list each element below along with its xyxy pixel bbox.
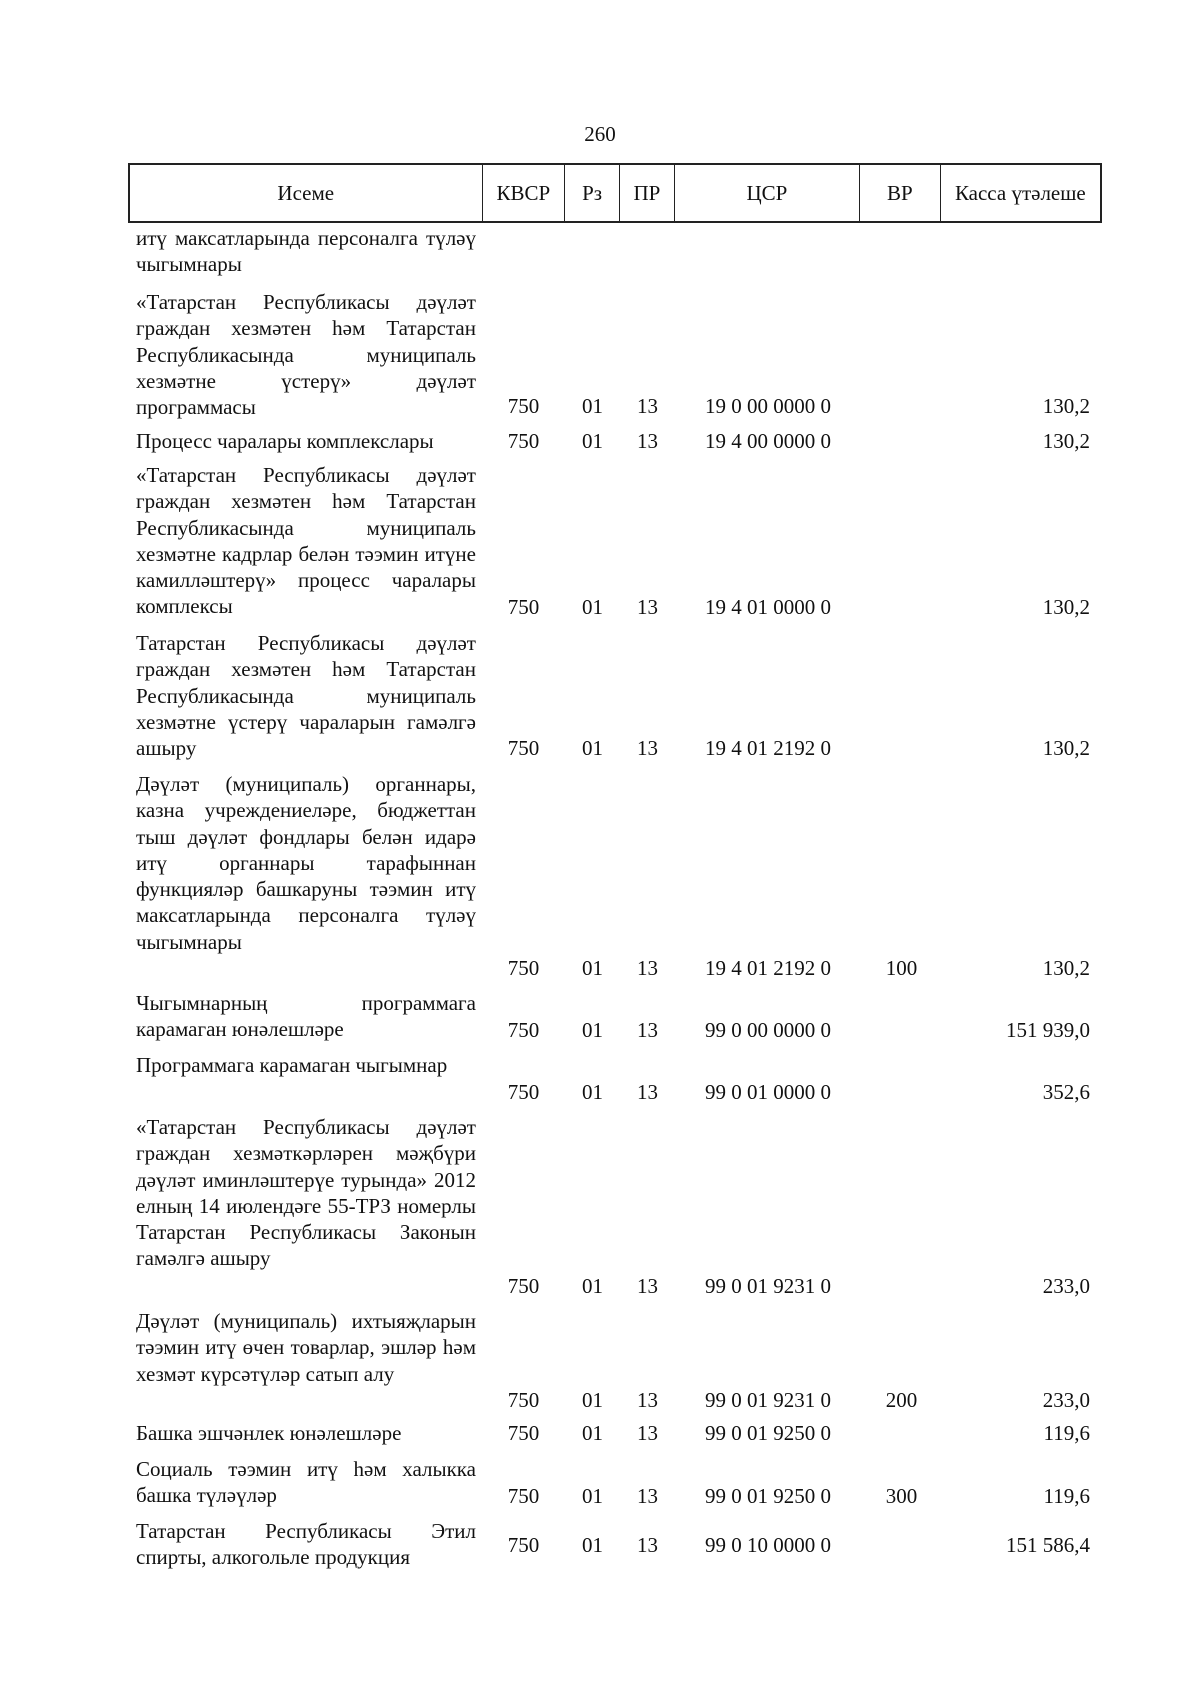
row-pr: 13 (637, 1533, 658, 1557)
header-pr: ПР (620, 165, 675, 221)
row-csr: 99 0 10 0000 0 (705, 1533, 831, 1557)
row-kvsr: 750 (507, 1421, 540, 1445)
row-pr: 13 (637, 429, 658, 453)
row-vr: 200 (885, 1388, 918, 1412)
row-sum: 130,2 (1042, 956, 1090, 980)
row-csr: 99 0 01 9250 0 (705, 1484, 831, 1508)
row-kvsr: 750 (507, 429, 540, 453)
row-name: Чыгымнарның программага карамаган юнәлешләре (136, 991, 476, 1042)
row-sum: 151 586,4 (1006, 1533, 1090, 1557)
header-csr: ЦСР (675, 165, 860, 221)
row-kvsr: 750 (507, 1388, 540, 1412)
row-pr: 13 (637, 394, 658, 418)
table-row (128, 630, 1102, 761)
row-csr: 19 0 00 0000 0 (705, 394, 831, 418)
table-row (128, 289, 1102, 419)
row-pr: 13 (637, 1018, 658, 1042)
row-sum: 130,2 (1042, 736, 1090, 760)
table-row (128, 1114, 1102, 1299)
row-name: Социаль тәэмин итү һәм халыкка башка түләүләр (136, 1457, 476, 1508)
row-sum: 130,2 (1042, 429, 1090, 453)
row-pr: 13 (637, 1388, 658, 1412)
header-sum: Касса үтәлеше (954, 180, 1086, 205)
row-name: Татарстан Республикасы дәүләт граждан хезмәтен һәм Татарстан Республикасында муниципаль хезмәтне үстерү чараларын гамәлгә ашыру (136, 631, 476, 761)
row-csr: 19 4 01 0000 0 (705, 595, 831, 619)
table-row (128, 1518, 1102, 1571)
row-name: «Татарстан Республикасы дәүләт граждан хезмәтен һәм Татарстан Республикасында муниципаль хезмәтне кадрлар белән тәэмин итүне камилләштерү» процесс чаралары комплексы (136, 463, 476, 619)
row-csr: 19 4 00 0000 0 (705, 429, 831, 453)
row-rz: 01 (582, 1484, 603, 1508)
row-kvsr: 750 (507, 1274, 540, 1298)
row-rz: 01 (582, 1421, 603, 1445)
row-pr: 13 (637, 956, 658, 980)
page-number: 260 (584, 122, 616, 146)
row-rz: 01 (582, 1533, 603, 1557)
row-sum: 352,6 (1042, 1080, 1090, 1104)
row-kvsr: 750 (507, 394, 540, 418)
row-vr: 300 (885, 1484, 918, 1508)
row-name: «Татарстан Республикасы дәүләт граждан хезмәткәрләрен мәҗбүри дәүләт иминләштерүе турында» 2012 елның 14 июлендәге 55-ТРЗ номерлы Татарстан Республикасы Законын гамәлгә ашыру (136, 1115, 476, 1271)
row-pr: 13 (637, 736, 658, 760)
table-row (128, 1456, 1102, 1509)
row-pr: 13 (637, 1080, 658, 1104)
row-rz: 01 (582, 956, 603, 980)
table-row (128, 1308, 1102, 1413)
row-rz: 01 (582, 1274, 603, 1298)
row-name: Дәүләт (муниципаль) органнары, казна учреждениеләре, бюджеттан тыш дәүләт фондлары белән идарә итү органнары тарафыннан функцияләр башкаруны тәэмин итү максатларында персоналга түләү чыгымнары (136, 772, 476, 954)
row-rz: 01 (582, 394, 603, 418)
row-rz: 01 (582, 595, 603, 619)
row-kvsr: 750 (507, 956, 540, 980)
row-kvsr: 750 (507, 1080, 540, 1104)
row-name: итү максатларында персоналга түләү чыгымнары (136, 226, 476, 277)
row-sum: 119,6 (1043, 1421, 1090, 1445)
row-sum: 233,0 (1042, 1274, 1090, 1298)
row-pr: 13 (637, 1484, 658, 1508)
row-name: Башка эшчәнлек юнәлешләре (136, 1421, 402, 1445)
row-sum: 130,2 (1042, 394, 1090, 418)
row-sum: 119,6 (1043, 1484, 1090, 1508)
table-row (128, 771, 1102, 981)
row-rz: 01 (582, 1388, 603, 1412)
row-rz: 01 (582, 736, 603, 760)
row-name: «Татарстан Республикасы дәүләт граждан хезмәтен һәм Татарстан Республикасында муниципаль хезмәтне үстерү» дәүләт программасы (136, 290, 476, 420)
row-rz: 01 (582, 1080, 603, 1104)
row-csr: 99 0 00 0000 0 (705, 1018, 831, 1042)
row-kvsr: 750 (507, 1018, 540, 1042)
table-row (128, 1052, 1102, 1105)
header-rz: Рз (565, 165, 620, 221)
row-name: Процесс чаралары комплекслары (136, 429, 434, 453)
row-pr: 13 (637, 1274, 658, 1298)
row-kvsr: 750 (507, 1533, 540, 1557)
row-vr: 100 (885, 956, 918, 980)
table-row (128, 225, 1102, 278)
table-row (128, 1420, 1102, 1446)
row-sum: 130,2 (1042, 595, 1090, 619)
table-row (128, 428, 1102, 454)
row-csr: 99 0 01 9231 0 (705, 1274, 831, 1298)
row-rz: 01 (582, 1018, 603, 1042)
table-header (128, 163, 1102, 223)
header-kvsr: КВСР (483, 165, 566, 221)
row-pr: 13 (637, 1421, 658, 1445)
row-rz: 01 (582, 429, 603, 453)
row-csr: 19 4 01 2192 0 (705, 956, 831, 980)
row-pr: 13 (637, 595, 658, 619)
row-csr: 99 0 01 9250 0 (705, 1421, 831, 1445)
row-name: Дәүләт (муниципаль) ихтыяҗларын тәэмин итү өчен товарлар, эшләр һәм хезмәт күрсәтүләр сатып алу (136, 1309, 476, 1386)
header-vr: ВР (860, 165, 941, 221)
row-kvsr: 750 (507, 1484, 540, 1508)
table-row (128, 462, 1102, 620)
row-csr: 99 0 01 0000 0 (705, 1080, 831, 1104)
row-kvsr: 750 (507, 595, 540, 619)
row-sum: 151 939,0 (1006, 1018, 1090, 1042)
row-csr: 99 0 01 9231 0 (705, 1388, 831, 1412)
row-kvsr: 750 (507, 736, 540, 760)
header-name: Исеме (130, 165, 483, 221)
row-name: Татарстан Республикасы Этил спирты, алкогольле продукция (136, 1519, 476, 1570)
row-name: Программага карамаган чыгымнар (136, 1053, 448, 1077)
row-csr: 19 4 01 2192 0 (705, 736, 831, 760)
row-sum: 233,0 (1042, 1388, 1090, 1412)
table-row (128, 990, 1102, 1043)
